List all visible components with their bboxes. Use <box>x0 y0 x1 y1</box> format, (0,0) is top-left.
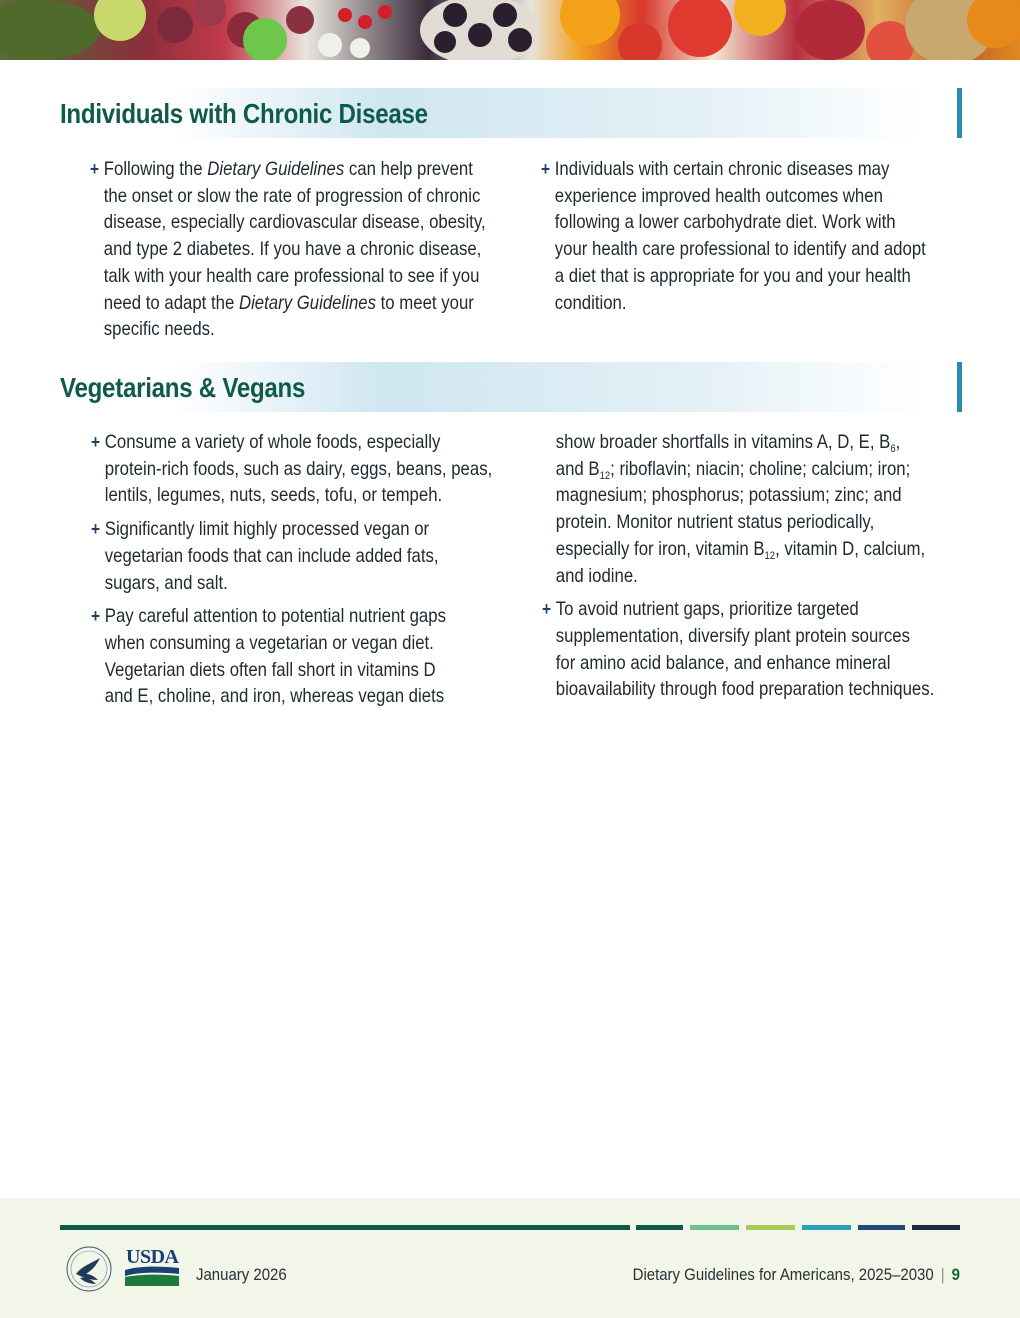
footer-stripe <box>912 1225 960 1230</box>
list-item: + Following the Dietary Guidelines can help prevent the onset or slow the rate of progression of chronic disease, especially cardiovascular disease, obesity, and type 2 diabetes. If you have a chronic disease, talk with your health care professional to see if you need to adapt the Dietary Guidelines to meet your specific needs. <box>90 158 486 341</box>
chronic-right-column <box>541 156 981 316</box>
plus-icon: + <box>542 599 552 620</box>
list-item: + Individuals with certain chronic diseases may experience improved health outcomes when following a lower carbohydrate diet. Work with your health care professional to identify and adopt a diet that is appropriate for you and your health condition. <box>541 158 926 314</box>
vegetarian-right-column <box>542 429 982 703</box>
accent-bar <box>957 362 962 412</box>
publication-date: January 2026 <box>196 1265 287 1284</box>
footer-stripe <box>636 1225 683 1230</box>
list-item: + Consume a variety of whole foods, especially protein-rich foods, such as dairy, eggs, beans, peas, lentils, legumes, nuts, seeds, tofu, or tempeh. <box>91 431 493 507</box>
emphasis: Dietary Guidelines <box>238 291 376 314</box>
section-header-vegetarians <box>0 362 962 412</box>
section-header-chronic-disease <box>0 88 962 138</box>
accent-bar <box>957 88 962 138</box>
list-item-continued: show broader shortfalls in vitamins A, D, E, $B_6$, and $B_{12}$; riboflavin; niacin; choline; calcium; iron; magnesium; phosphorus; potassium; zinc; and protein. Monitor nutrient status periodically, especially for iron, vitamin $B_{12}$, vitamin D, calcium, and iodine. <box>555 431 926 587</box>
footer-stripe <box>802 1225 851 1230</box>
plus-icon: + <box>541 159 551 179</box>
section-title: Individuals with Chronic Disease <box>60 98 428 129</box>
vegetarian-left-column <box>91 429 531 710</box>
hhs-seal-logo <box>64 1244 114 1294</box>
usda-wordmark: USDA <box>126 1246 179 1268</box>
plus-icon: + <box>91 606 101 627</box>
list-item: + Pay careful attention to potential nutrient gaps when consuming a vegetarian or vegan diet. Vegetarian diets often fall short in vitamins D and E, choline, and iron, whereas vegan diets <box>91 605 446 708</box>
footer-document-title: Dietary Guidelines for Americans, 2025–2030 | 9 <box>632 1265 960 1284</box>
list-item: + Significantly limit highly processed vegan or vegetarian foods that can include added fats, sugars, and salt. <box>91 518 439 594</box>
footer-stripe <box>60 1225 630 1230</box>
fruit-banner-image <box>0 0 1020 60</box>
emphasis: Dietary Guidelines <box>207 158 345 180</box>
footer-stripe <box>690 1225 739 1230</box>
section-title: Vegetarians & Vegans <box>60 372 306 403</box>
plus-icon: + <box>90 159 100 179</box>
plus-icon: + <box>91 519 101 540</box>
page-number: 9 <box>951 1265 960 1284</box>
chronic-left-column <box>90 156 530 343</box>
list-item: + To avoid nutrient gaps, prioritize targeted supplementation, diversify plant protein sources for amino acid balance, and enhance mineral bioavailability through food preparation techniques. <box>542 598 935 701</box>
footer-stripe <box>858 1225 905 1230</box>
plus-icon: + <box>91 432 101 452</box>
footer-stripe <box>746 1225 795 1230</box>
separator: | <box>940 1265 945 1284</box>
fruit-illustration <box>0 0 1020 60</box>
